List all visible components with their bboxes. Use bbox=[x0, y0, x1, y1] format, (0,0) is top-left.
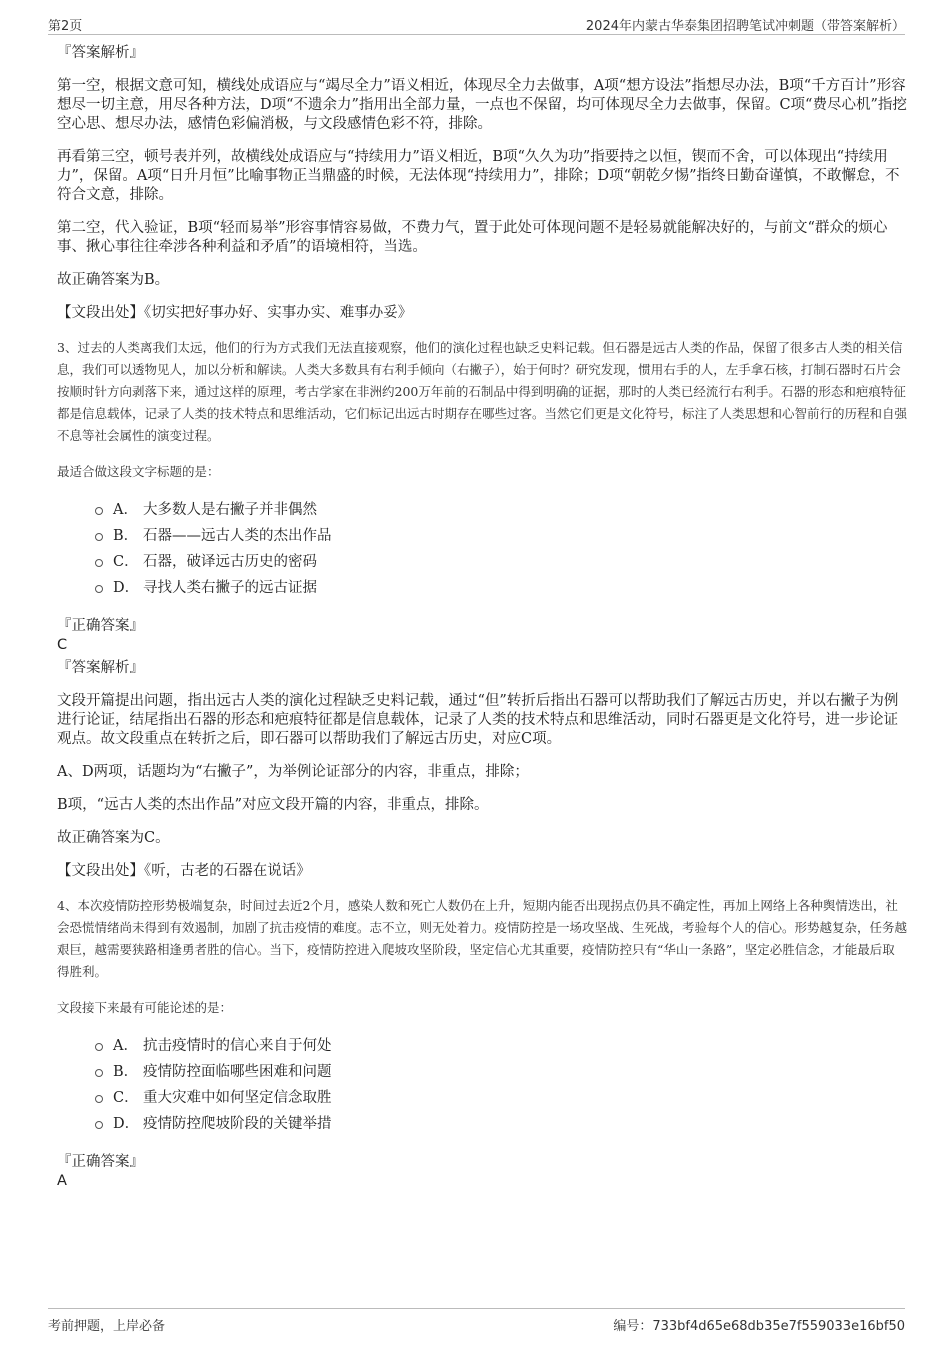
q4-answer-label: 『正确答案』 bbox=[57, 1154, 144, 1170]
q3-source: 【文段出处】《听，古老的石器在说话》 bbox=[57, 863, 311, 879]
footer-slogan: 考前押题，上岸必备 bbox=[48, 1319, 166, 1334]
option-letter: B． bbox=[113, 528, 139, 544]
page-footer bbox=[48, 1308, 905, 1333]
radio-icon[interactable] bbox=[95, 1043, 103, 1051]
radio-icon[interactable] bbox=[95, 533, 103, 541]
option-text: 寻找人类右撇子的远古证据 bbox=[143, 580, 317, 596]
option-letter: D． bbox=[113, 580, 140, 596]
option-text: 重大灾难中如何坚定信念取胜 bbox=[143, 1090, 332, 1106]
document-id: 编号：733bf4d65e68db35e7f559033e16bf50 bbox=[613, 1319, 905, 1334]
q3-analysis-paragraph: A、D两项，话题均为“右撇子”，为举例论证部分的内容，非重点，排除； bbox=[57, 764, 529, 780]
q4-prompt: 文段接下来最有可能论述的是： bbox=[57, 1000, 233, 1015]
q4-answer: A bbox=[57, 1173, 67, 1189]
option-letter: B． bbox=[113, 1064, 139, 1080]
q4-option-b[interactable] bbox=[95, 1063, 907, 1089]
page-content bbox=[57, 44, 907, 1195]
q3-answer: C bbox=[57, 637, 68, 653]
option-text: 石器，破译远古历史的密码 bbox=[143, 554, 317, 570]
q3-option-d[interactable] bbox=[95, 579, 907, 605]
q4-options bbox=[95, 1037, 907, 1141]
q4-option-a[interactable] bbox=[95, 1037, 907, 1063]
page-header bbox=[48, 12, 905, 35]
option-letter: A． bbox=[113, 1038, 138, 1054]
q3-options bbox=[95, 501, 907, 605]
q4-question-text: 4、本次疫情防控形势极端复杂，时间过去近2个月，感染人数和死亡人数仍在上升，短期内能否出现拐点仍具不确定性，再加上网络上各种舆情迭出，社会恐慌情绪尚未得到有效遏制，加剧了抗击疫情的难度。志不立，则无处着力。疫情防控是一场攻坚战、生死战，考验每个人的信心。形势越复杂，任务越艰巨，越需要狭路相逢勇者胜的信心。当下，疫情防控进入爬坡攻坚阶段，坚定信心尤其重要，疫情防控只有“华山一条路”，坚定必胜信念，才能最后取得胜利。 bbox=[57, 898, 908, 979]
q3-analysis-paragraph: 文段开篇提出问题，指出远古人类的演化过程缺乏史料记载，通过“但”转折后指出石器可以帮助我们了解远古历史，并以右撇子为例进行论证，结尾指出石器的形态和疤痕特征都是信息载体，记录了人类的技术特点和思维活动，同时石器更是文化符号，进一步论证观点。故文段重点在转折之后，即石器可以帮助我们了解远古历史，对应C项。 bbox=[57, 693, 899, 747]
q3-option-b[interactable] bbox=[95, 527, 907, 553]
radio-icon[interactable] bbox=[95, 559, 103, 567]
q3-question-text: 3、过去的人类离我们太远，他们的行为方式我们无法直接观察，他们的演化过程也缺乏史料记载。但石器是远古人类的作品，保留了很多古人类的相关信息，我们可以透物见人，加以分析和解读。人类大多数具有右利手倾向（右撇子），始于何时？研究发现，惯用右手的人，左手拿石核，打制石器时石片会按顺时针方向剥落下来，通过这样的原理，考古学家在非洲约200万年前的石制品中得到明确的证据，那时的人类已经流行右利手。石器的形态和疤痕特征都是信息载体，记录了人类的技术特点和思维活动，它们标记出远古时期存在哪些过客。当然它们更是文化符号，标注了人类思想和心智前行的历程和自强不息等社会属性的演变过程。 bbox=[57, 340, 908, 443]
option-letter: C． bbox=[113, 554, 139, 570]
q3-option-a[interactable] bbox=[95, 501, 907, 527]
q2-source: 【文段出处】《切实把好事办好、实事办实、难事办妥》 bbox=[57, 305, 413, 321]
radio-icon[interactable] bbox=[95, 585, 103, 593]
radio-icon[interactable] bbox=[95, 1069, 103, 1077]
radio-icon[interactable] bbox=[95, 507, 103, 515]
q2-analysis-label: 『答案解析』 bbox=[57, 45, 144, 61]
option-letter: D． bbox=[113, 1116, 140, 1132]
option-text: 抗击疫情时的信心来自于何处 bbox=[143, 1038, 332, 1054]
q2-analysis-paragraph: 第一空，根据文意可知，横线处成语应与“竭尽全力”语义相近，体现尽全力去做事，A项“想方设法”指想尽办法，B项“千方百计”形容想尽一切主意，用尽各种方法，D项“不遗余力”指用出全部力量，一点也不保留，均可体现尽全力去做事，保留。C项“费尽心机”指挖空心思、想尽办法，感情色彩偏消极，与文段感情色彩不符，排除。 bbox=[57, 78, 907, 132]
document-title: 2024年内蒙古华泰集团招聘笔试冲刺题（带答案解析） bbox=[585, 19, 905, 34]
option-text: 大多数人是右撇子并非偶然 bbox=[143, 502, 317, 518]
q2-answer-conclusion: 故正确答案为B。 bbox=[57, 272, 170, 288]
q3-analysis-paragraph: B项，“远古人类的杰出作品”对应文段开篇的内容，非重点，排除。 bbox=[57, 797, 489, 813]
q3-analysis-label: 『答案解析』 bbox=[57, 660, 144, 676]
option-text: 疫情防控面临哪些困难和问题 bbox=[143, 1064, 332, 1080]
radio-icon[interactable] bbox=[95, 1095, 103, 1103]
radio-icon[interactable] bbox=[95, 1121, 103, 1129]
q4-option-c[interactable] bbox=[95, 1089, 907, 1115]
q2-analysis-paragraph: 再看第三空，顿号表并列，故横线处成语应与“持续用力”语义相近，B项“久久为功”指要持之以恒，锲而不舍，可以体现出“持续用力”，保留。A项“日升月恒”比喻事物正当鼎盛的时候，无法体现“持续用力”，排除；D项“朝乾夕惕”指终日勤奋谨慎，不敢懈怠，不符合文意，排除。 bbox=[57, 149, 900, 203]
option-text: 石器——远古人类的杰出作品 bbox=[143, 528, 332, 544]
page-number: 第2页 bbox=[48, 19, 83, 34]
q3-option-c[interactable] bbox=[95, 553, 907, 579]
q3-answer-label: 『正确答案』 bbox=[57, 618, 144, 634]
q3-prompt: 最适合做这段文字标题的是： bbox=[57, 464, 220, 479]
q4-option-d[interactable] bbox=[95, 1115, 907, 1141]
option-letter: A． bbox=[113, 502, 138, 518]
option-letter: C． bbox=[113, 1090, 139, 1106]
q2-analysis-paragraph: 第二空，代入验证，B项“轻而易举”形容事情容易做，不费力气，置于此处可体现问题不是轻易就能解决好的，与前文“群众的烦心事、揪心事往往牵涉各种利益和矛盾”的语境相符，当选。 bbox=[57, 220, 888, 255]
option-text: 疫情防控爬坡阶段的关键举措 bbox=[143, 1116, 332, 1132]
q3-answer-conclusion: 故正确答案为C。 bbox=[57, 830, 170, 846]
